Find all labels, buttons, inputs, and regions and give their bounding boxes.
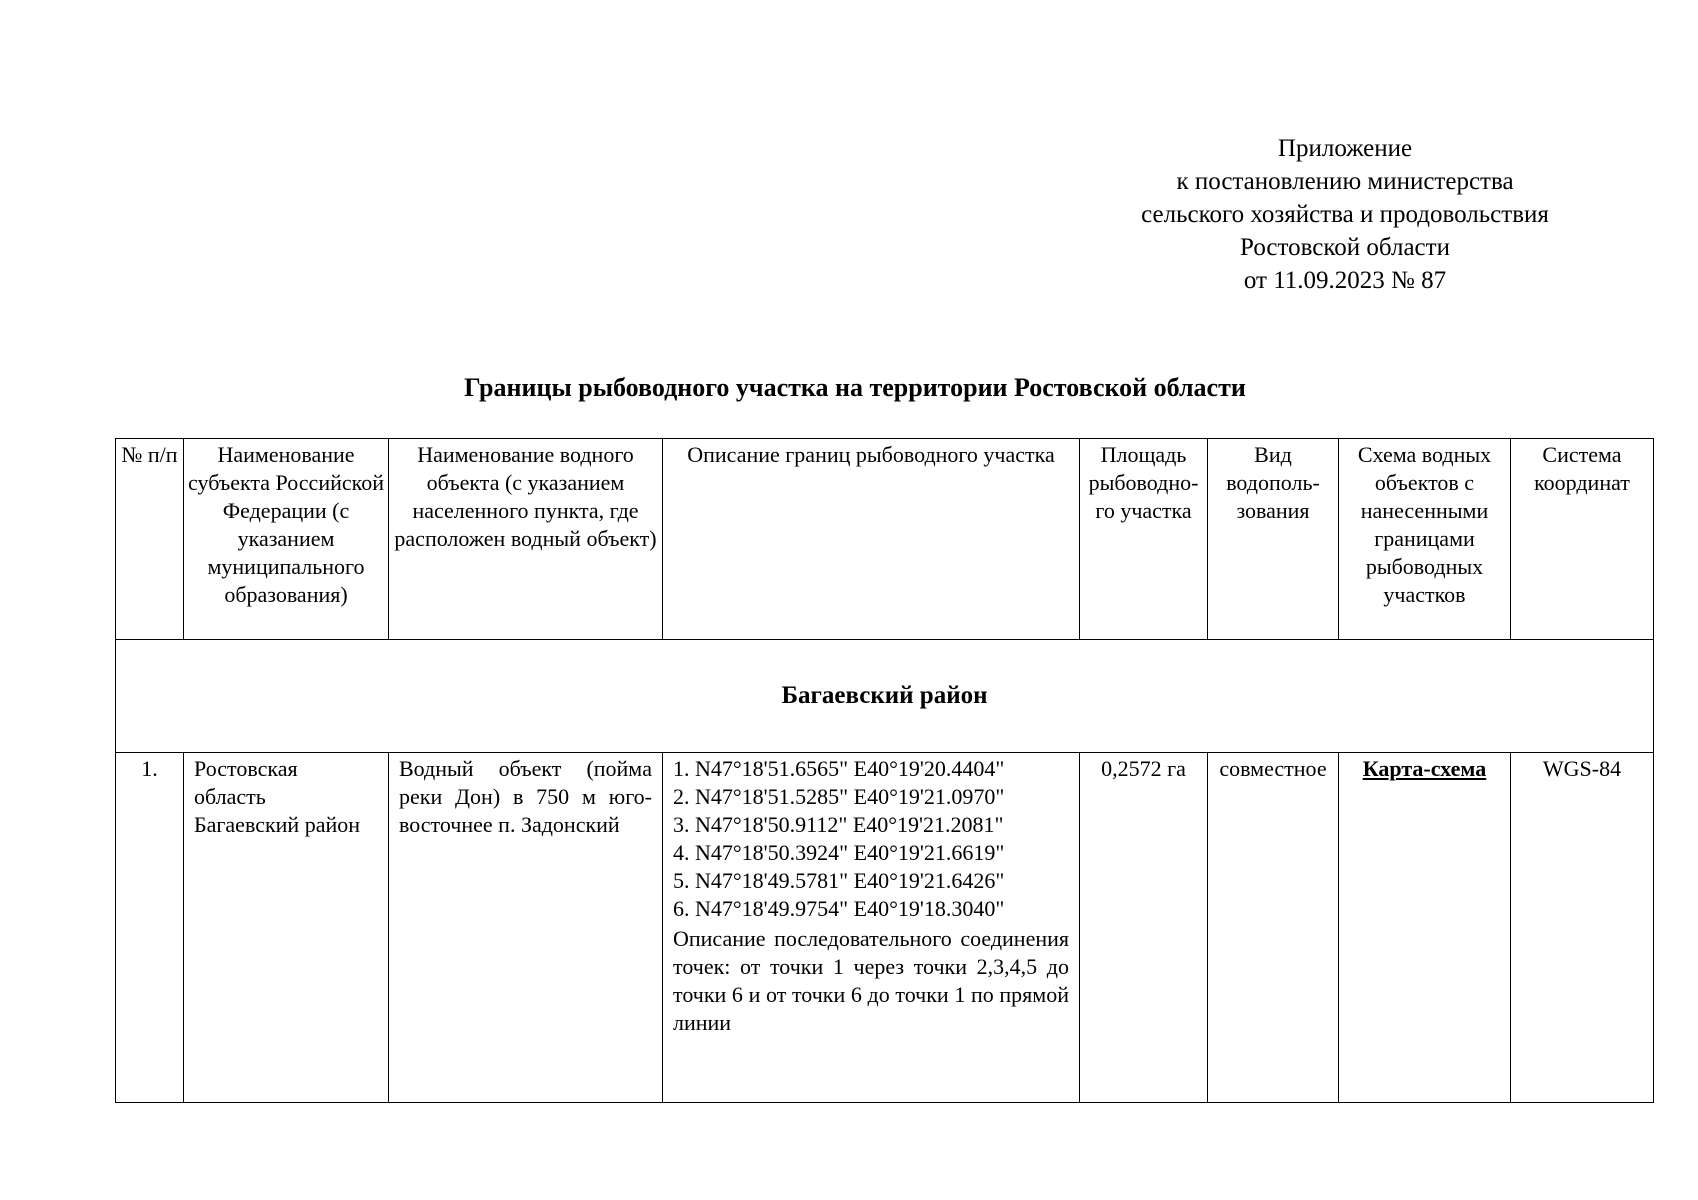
cell-area: 0,2572 га <box>1080 753 1208 1103</box>
boundary-point: 6. N47°18'49.9754" E40°19'18.3040" <box>673 896 1005 921</box>
header-area: Площадь рыбоводно-го участка <box>1080 439 1208 640</box>
cell-water-object: Водный объект (поймa реки Дон) в 750 м юго-восточнее п. Задонский <box>389 753 663 1103</box>
subject-line: Ростовская <box>194 756 298 781</box>
appendix-line: сельского хозяйства и продовольствия <box>1141 201 1549 228</box>
boundary-point: 3. N47°18'50.9112" E40°19'21.2081" <box>673 812 1004 837</box>
header-num: № п/п <box>116 439 184 640</box>
appendix-block <box>1065 132 1625 297</box>
table-row <box>116 753 1654 1103</box>
boundary-description: Описание последовательного соединения точек: от точки 1 через точки 2,3,4,5 до точки 6 и от точки 6 до точки 1 по прямой линии <box>673 926 1069 1035</box>
header-water-object: Наименование водного объекта (с указанием населенного пункта, где расположен водный объект) <box>389 439 663 640</box>
scheme-map-link[interactable]: Карта-схема <box>1362 756 1487 781</box>
boundary-point: 5. N47°18'49.5781" E40°19'21.6426" <box>673 868 1005 893</box>
appendix-line: Ростовской области <box>1240 234 1450 261</box>
cell-usage: совместное <box>1208 753 1339 1103</box>
district-name: Багаевский район <box>116 640 1654 753</box>
document-title: Границы рыбоводного участка на территории Ростовской области <box>464 373 1246 402</box>
appendix-line: к постановлению министерства <box>1176 168 1514 195</box>
boundary-point: 2. N47°18'51.5285" E40°19'21.0970" <box>673 784 1005 809</box>
appendix-line: от 11.09.2023 № 87 <box>1243 267 1447 294</box>
cell-num: 1. <box>116 753 184 1103</box>
cell-boundaries <box>663 753 1080 1103</box>
boundary-point: 4. N47°18'50.3924" E40°19'21.6619" <box>673 840 1005 865</box>
header-boundaries: Описание границ рыбоводного участка <box>663 439 1080 640</box>
cell-scheme <box>1339 753 1511 1103</box>
boundary-point: 1. N47°18'51.6565" E40°19'20.4404" <box>673 756 1005 781</box>
cell-coord-system: WGS-84 <box>1511 753 1654 1103</box>
table-header-row <box>116 439 1654 640</box>
header-coords: Система координат <box>1511 439 1654 640</box>
header-scheme: Схема водных объектов с нанесенными границами рыбоводных участков <box>1339 439 1511 640</box>
subject-line: Багаевский район <box>194 812 361 837</box>
boundaries-table <box>115 438 1654 1103</box>
header-usage: Вид водополь-зования <box>1208 439 1339 640</box>
appendix-line: Приложение <box>1277 135 1413 162</box>
header-subject: Наименование субъекта Российской Федерации (с указанием муниципального образования) <box>184 439 389 640</box>
cell-subject <box>184 753 389 1103</box>
subject-line: область <box>194 784 266 809</box>
district-row <box>116 640 1654 753</box>
